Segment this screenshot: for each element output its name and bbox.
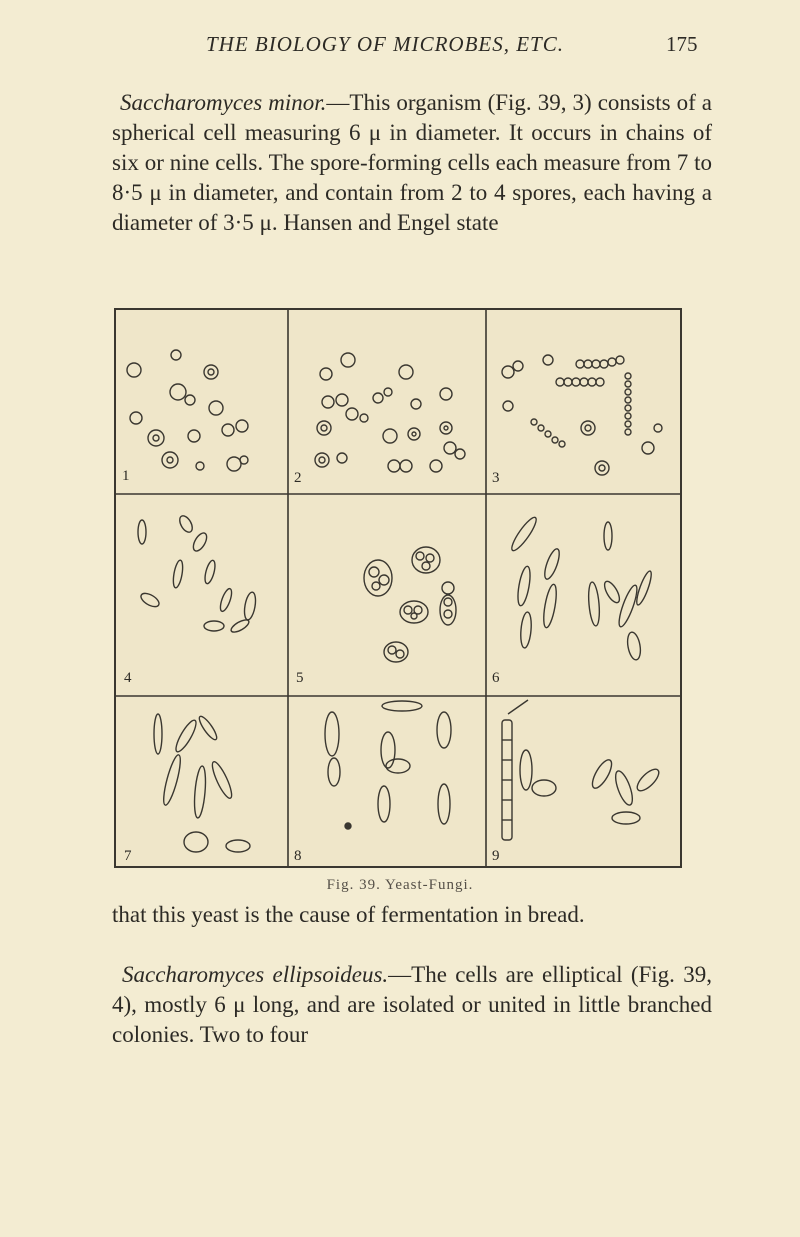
panel-label: 7: [124, 848, 132, 864]
panel-4-elliptical-cells: [138, 514, 257, 635]
panel-9-colony-cells: [502, 700, 662, 840]
species-name-ellipsoideus: Saccharomyces ellipsoideus.: [122, 962, 389, 987]
species-name-minor: Saccharomyces minor.: [120, 90, 327, 115]
panel-1-cells: [127, 350, 248, 471]
paragraph-text: —This organism (Fig. 39, 3) consists of a spherical cell measuring 6 μ in diameter. It occurs in chains of six or nine cells. The spore-forming cells each measure from 7 to 8·5 μ in diameter, and contain from 2 to 4 spores, each having a diameter of 3·5 μ. Hansen and Engel state: [112, 90, 712, 235]
paragraph-text: —The cells are elliptical (Fig. 39, 4), mostly 6 μ long, and are isolated or united in little branched colonies. Two to four: [112, 962, 712, 1047]
paragraph-continuation: that this yeast is the cause of fermentation in bread.: [112, 902, 585, 927]
panel-5-spore-cells: [364, 547, 456, 662]
figure-yeast-fungi: [114, 308, 682, 868]
panel-6-elongated-cells: [508, 515, 653, 661]
panel-label: 8: [294, 848, 302, 864]
panel-3-chains: [502, 355, 662, 475]
panel-label: 4: [124, 670, 132, 686]
figure-caption: Fig. 39. Yeast-Fungi.: [326, 877, 474, 893]
page-number: 175: [666, 32, 698, 56]
panel-2-cells: [315, 353, 465, 472]
panel-7-sausage-cells: [154, 714, 250, 852]
figure-illustration: [116, 310, 680, 866]
panel-label: 2: [294, 470, 302, 486]
panel-8-oval-cells: [325, 701, 451, 829]
paragraph-saccharomyces-ellipsoideus: [112, 960, 712, 1050]
paragraph-saccharomyces-minor: [112, 88, 712, 238]
panel-label: 1: [122, 468, 130, 484]
panel-label: 3: [492, 470, 500, 486]
panel-label: 5: [296, 670, 304, 686]
panel-label: 6: [492, 670, 500, 686]
panel-label: 9: [492, 848, 500, 864]
running-title: THE BIOLOGY OF MICROBES, ETC.: [206, 32, 564, 56]
